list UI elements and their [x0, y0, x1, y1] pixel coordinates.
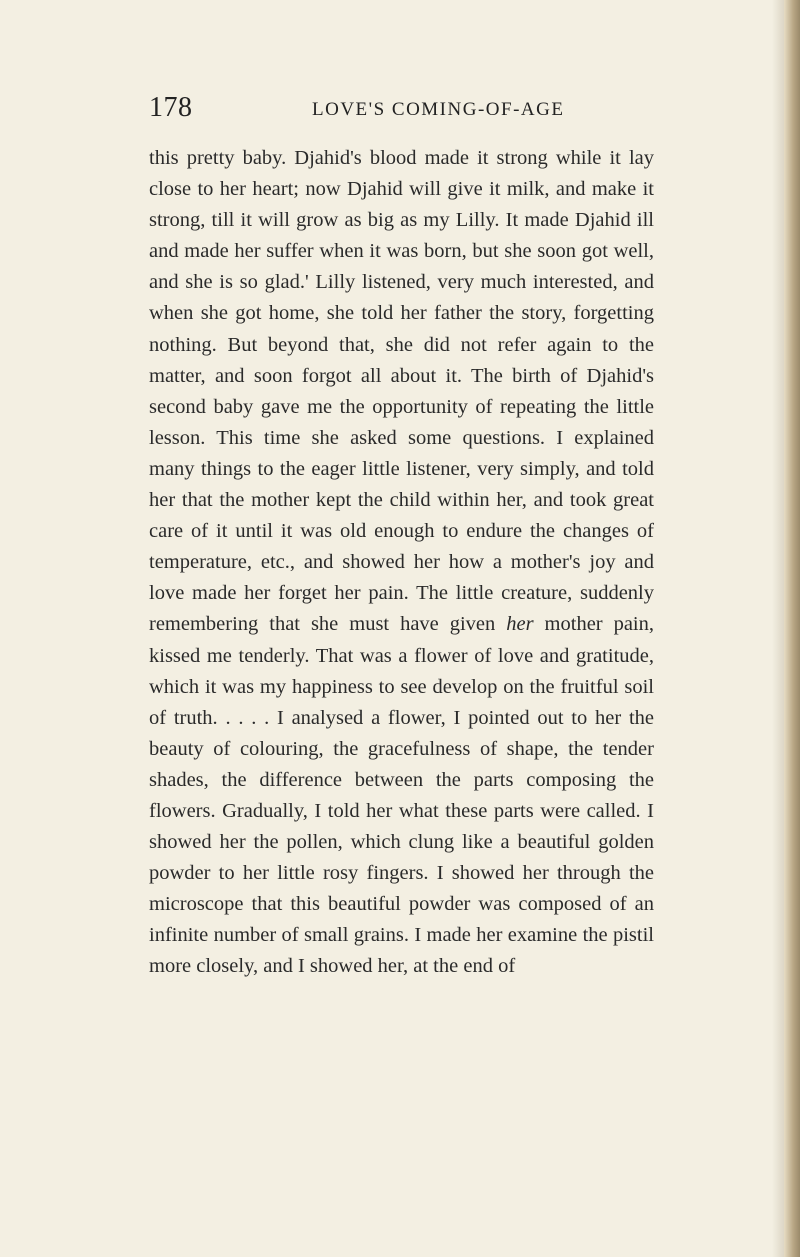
italic-word: her [506, 613, 534, 636]
binding-edge [784, 0, 800, 1257]
binding-shadow [772, 0, 784, 1257]
body-text-part-2: mother pain, kissed me tenderly. That was a flower of love and gratitude, which it was my happiness to see develop on the fruitful soil of truth. . . . . I analysed a flower, I pointed out to her the beauty of colouring, the gracefulness of shape, the tender shades, the difference between the parts composing the flowers. Gradually, I told her what these parts were called. I showed her the pollen, which clung like a beautiful golden powder to her little rosy fingers. I showed her through the microscope that this beautiful powder was composed of an infinite number of small grains. I made her examine the pistil more closely, and I showed her, at the end of [149, 613, 654, 978]
page-header [149, 92, 654, 132]
body-paragraph [149, 143, 654, 983]
running-head: LOVE'S COMING-OF-AGE [312, 99, 565, 120]
page-number: 178 [149, 92, 193, 123]
body-text-part-1: this pretty baby. Djahid's blood made it strong while it lay close to her heart; now Djahid will give it milk, and make it strong, till it will grow as big as my Lilly. It made Djahid ill and made her suffer when it was born, but she soon got well, and she is so glad.' Lilly listened, very much interested, and when she got home, she told her father the story, forgetting nothing. But beyond that, she did not refer again to the matter, and soon forgot all about it. The birth of Djahid's second baby gave me the opportunity of repeating the little lesson. This time she asked some questions. I explained many things to the eager little listener, very simply, and told her that the mother kept the child within her, and took great care of it until it was old enough to endure the changes of temperature, etc., and showed her how a mother's joy and love made her forget her pain. The little creature, suddenly remembering that she must have given [149, 147, 654, 636]
